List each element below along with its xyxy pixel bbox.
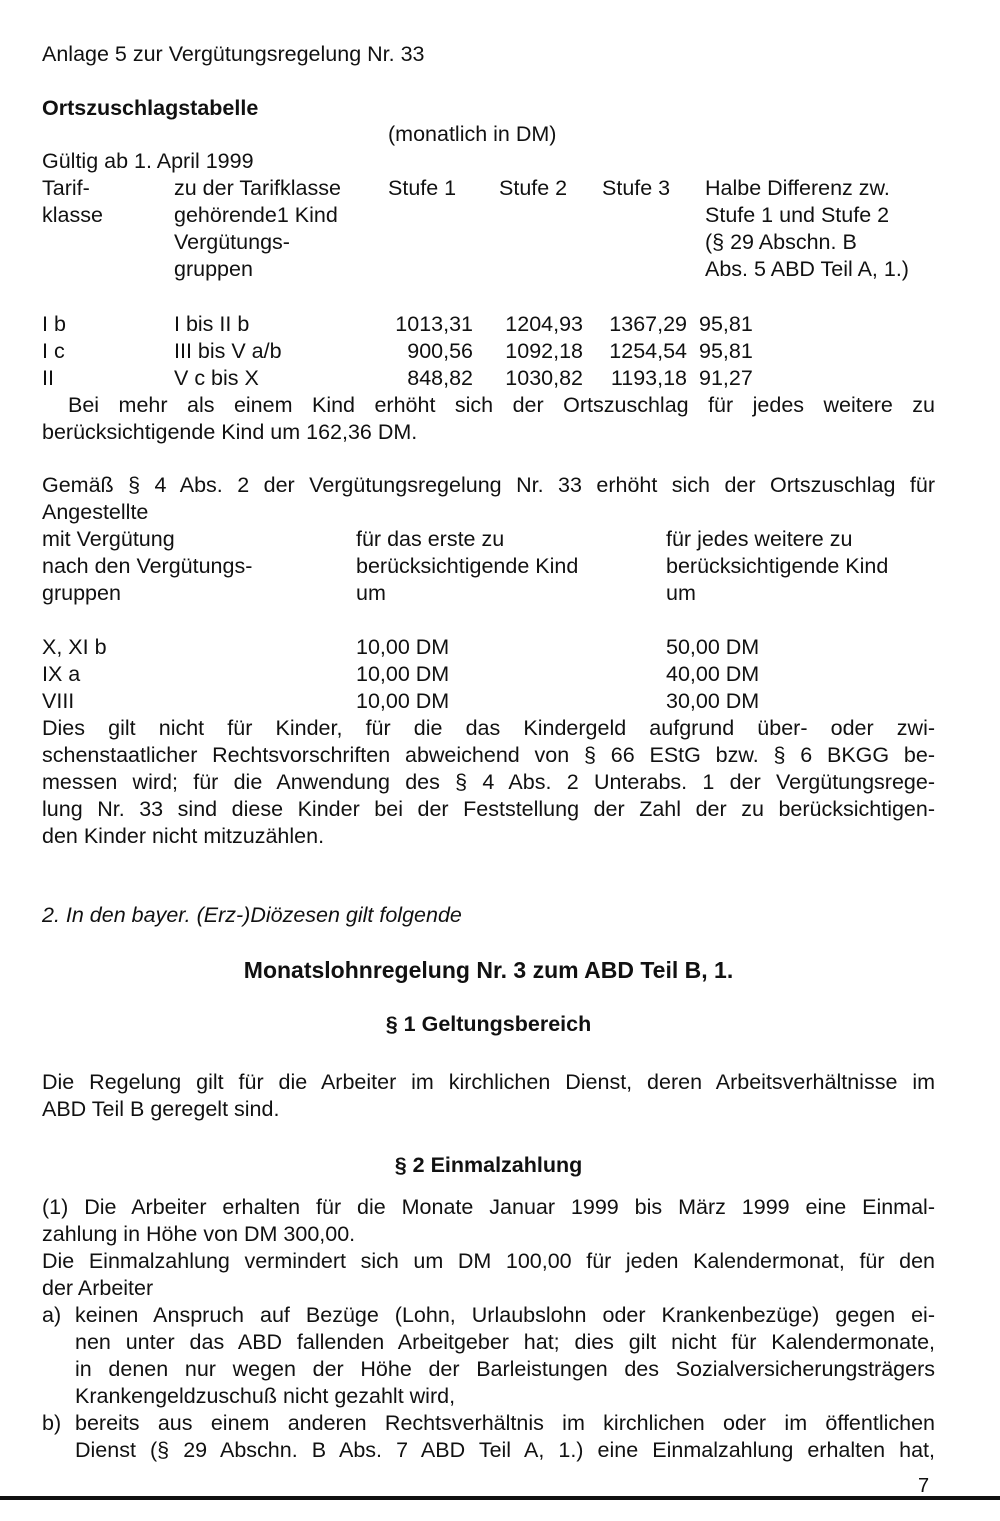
- valid-from: Gültig ab 1. April 1999: [42, 149, 254, 173]
- gemaess-col1-header-2: nach den Vergütungs-: [42, 554, 253, 578]
- col-header-gruppen-2: gehörende1 Kind: [174, 203, 338, 227]
- gemaess-row-1-gruppe: X, XI b: [42, 635, 107, 659]
- gemaess-note-line-5: den Kinder nicht mitzuzählen.: [42, 824, 325, 848]
- col-header-halbe-2: Stufe 1 und Stufe 2: [705, 203, 890, 227]
- table-row-ic-klasse: I c: [42, 339, 65, 363]
- table-row-ib-halbe: 95,81: [699, 312, 753, 336]
- table-row-ib-stufe3: 1367,29: [609, 312, 687, 336]
- table-row-ib-stufe1: 1013,31: [395, 312, 473, 336]
- gemaess-row-1-erste: 10,00 DM: [356, 635, 450, 659]
- gemaess-col1-header-1: mit Vergütung: [42, 527, 175, 551]
- table-row-ii-stufe1: 848,82: [407, 366, 473, 390]
- table-row-ib-klasse: I b: [42, 312, 66, 336]
- paragraph-1-heading: § 1 Geltungsbereich: [385, 1012, 592, 1036]
- gemaess-row-1-weitere: 50,00 DM: [666, 635, 760, 659]
- col-header-stufe2: Stufe 2: [499, 176, 568, 200]
- paragraph-2-para2-line-2: der Arbeiter: [42, 1276, 154, 1300]
- gemaess-row-2-erste: 10,00 DM: [356, 662, 450, 686]
- paragraph-2-para1-line-1: (1) Die Arbeiter erhalten für die Monate Januar 1999 bis März 1999 eine Einmal-: [42, 1195, 935, 1219]
- annex-header: Anlage 5 zur Vergütungsregelung Nr. 33: [42, 42, 425, 66]
- table-row-ic-stufe1: 900,56: [407, 339, 473, 363]
- col-header-gruppen-3: Vergütungs-: [174, 230, 290, 254]
- table-unit: (monatlich in DM): [388, 122, 557, 146]
- col-header-halbe-3: (§ 29 Abschn. B: [705, 230, 857, 254]
- col-header-stufe1: Stufe 1: [388, 176, 457, 200]
- table-note-line-1: Bei mehr als einem Kind erhöht sich der Ortszuschlag für jedes weitere zu: [68, 393, 935, 417]
- gemaess-row-3-erste: 10,00 DM: [356, 689, 450, 713]
- gemaess-row-3-gruppe: VIII: [42, 689, 75, 713]
- item-a-line-2: nen unter das ABD fallenden Arbeitgeber hat; dies gilt nicht für Kalendermonate,: [75, 1330, 935, 1354]
- item-b-marker: b): [42, 1411, 62, 1435]
- section-2-intro: 2. In den bayer. (Erz-)Diözesen gilt folgende: [42, 903, 462, 927]
- col-header-stufe3: Stufe 3: [602, 176, 671, 200]
- gemaess-col2-header-2: berücksichtigende Kind: [356, 554, 579, 578]
- table-row-ii-klasse: II: [42, 366, 54, 390]
- item-a-marker: a): [42, 1303, 62, 1327]
- item-a-line-4: Krankengeldzuschuß nicht gezahlt wird,: [75, 1384, 456, 1408]
- col-header-gruppen-1: zu der Tarifklasse: [174, 176, 341, 200]
- paragraph-2-para1-line-2: zahlung in Höhe von DM 300,00.: [42, 1222, 356, 1246]
- gemaess-note-line-4: lung Nr. 33 sind diese Kinder bei der Feststellung der Zahl der zu berücksichtigen-: [42, 797, 935, 821]
- paragraph-1-line-1: Die Regelung gilt für die Arbeiter im kirchlichen Dienst, deren Arbeitsverhältnisse im: [42, 1070, 935, 1094]
- gemaess-intro-line-1: Gemäß § 4 Abs. 2 der Vergütungsregelung Nr. 33 erhöht sich der Ortszuschlag für: [42, 473, 935, 497]
- table-row-ic-halbe: 95,81: [699, 339, 753, 363]
- col-header-gruppen-4: gruppen: [174, 257, 253, 281]
- table-row-ib-stufe2: 1204,93: [505, 312, 583, 336]
- paragraph-2-heading: § 2 Einmalzahlung: [394, 1153, 583, 1177]
- gemaess-note-line-1: Dies gilt nicht für Kinder, für die das Kindergeld aufgrund über- oder zwi-: [42, 716, 935, 740]
- table-row-ic-stufe2: 1092,18: [505, 339, 583, 363]
- table-row-ii-halbe: 91,27: [699, 366, 753, 390]
- gemaess-note-line-3: messen wird; für die Anwendung des § 4 Abs. 2 Unterabs. 1 der Vergütungsrege-: [42, 770, 935, 794]
- paragraph-1-line-2: ABD Teil B geregelt sind.: [42, 1097, 280, 1121]
- col-header-halbe-4: Abs. 5 ABD Teil A, 1.): [705, 257, 909, 281]
- gemaess-col2-header-3: um: [356, 581, 386, 605]
- gemaess-col3-header-1: für jedes weitere zu: [666, 527, 853, 551]
- item-b-line-2: Dienst (§ 29 Abschn. B Abs. 7 ABD Teil A, 1.) eine Einmalzahlung erhalten hat,: [75, 1438, 935, 1462]
- item-b-line-1: bereits aus einem anderen Rechtsverhältnis im kirchlichen oder im öffentlichen: [75, 1411, 935, 1435]
- gemaess-col3-header-2: berücksichtigende Kind: [666, 554, 889, 578]
- paragraph-2-para2-line-1: Die Einmalzahlung vermindert sich um DM 100,00 für jeden Kalendermonat, für den: [42, 1249, 935, 1273]
- table-row-ib-gruppen: I bis II b: [174, 312, 250, 336]
- col-header-tarifklasse-1: Tarif-: [42, 176, 90, 200]
- table-title: Ortszuschlagstabelle: [42, 96, 259, 120]
- table-note-line-2: berücksichtigende Kind um 162,36 DM.: [42, 420, 418, 444]
- regelung-title: Monatslohnregelung Nr. 3 zum ABD Teil B, 1.: [243, 957, 734, 983]
- gemaess-row-3-weitere: 30,00 DM: [666, 689, 760, 713]
- gemaess-note-line-2: schenstaatlicher Rechtsvorschriften abweichend von § 66 EStG bzw. § 6 BKGG be-: [42, 743, 935, 767]
- page-number: 7: [918, 1475, 930, 1497]
- col-header-halbe-1: Halbe Differenz zw.: [705, 176, 890, 200]
- gemaess-col2-header-1: für das erste zu: [356, 527, 505, 551]
- table-row-ii-stufe2: 1030,82: [505, 366, 583, 390]
- gemaess-col3-header-3: um: [666, 581, 696, 605]
- table-row-ic-gruppen: III bis V a/b: [174, 339, 282, 363]
- gemaess-row-2-weitere: 40,00 DM: [666, 662, 760, 686]
- gemaess-row-2-gruppe: IX a: [42, 662, 81, 686]
- table-row-ii-gruppen: V c bis X: [174, 366, 259, 390]
- gemaess-col1-header-3: gruppen: [42, 581, 121, 605]
- table-row-ii-stufe3: 1193,18: [610, 366, 687, 390]
- table-row-ic-stufe3: 1254,54: [609, 339, 687, 363]
- col-header-tarifklasse-2: klasse: [42, 203, 103, 227]
- item-a-line-3: in denen nur wegen der Höhe der Barleistungen des Sozialversicherungsträgers: [75, 1357, 935, 1381]
- gemaess-intro-line-2: Angestellte: [42, 500, 149, 524]
- footer-rule: [0, 1496, 1000, 1500]
- item-a-line-1: keinen Anspruch auf Bezüge (Lohn, Urlaubslohn oder Krankenbezüge) gegen ei-: [75, 1303, 935, 1327]
